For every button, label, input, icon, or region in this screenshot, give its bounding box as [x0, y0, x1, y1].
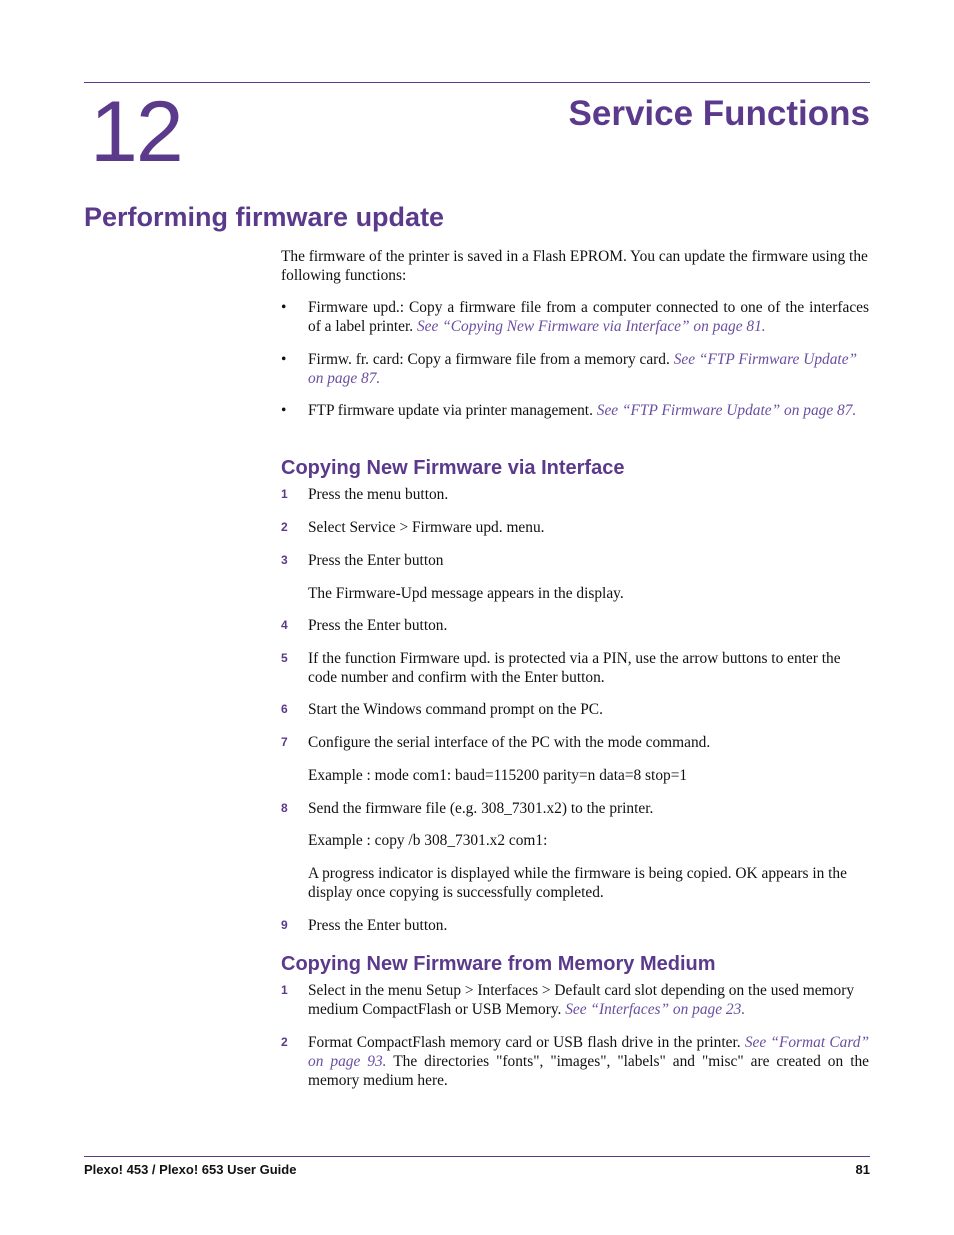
- bullet-marker: •: [281, 351, 287, 368]
- step-text: Press the Enter button: [308, 552, 444, 569]
- step-text: [308, 981, 869, 1019]
- footer-guide-title: Plexo! 453 / Plexo! 653 User Guide: [84, 1162, 297, 1177]
- cross-reference-link[interactable]: See “Interfaces” on page 23.: [565, 1001, 746, 1018]
- bullet-text: FTP firmware update via printer management.: [308, 402, 597, 419]
- step-text: Configure the serial interface of the PC with the mode command.: [308, 734, 711, 751]
- step-number: 2: [281, 1035, 288, 1049]
- bullet-text: Firmw. fr. card: Copy a firmware file from a memory card.: [308, 351, 674, 368]
- step-example: Example : mode com1: baud=115200 parity=n data=8 stop=1: [308, 767, 688, 784]
- step-text: Press the Enter button.: [308, 917, 448, 934]
- step-number: 7: [281, 735, 288, 749]
- step-note: The Firmware-Upd message appears in the display.: [308, 585, 624, 602]
- bullet-item: [308, 350, 869, 388]
- cross-reference-link[interactable]: See “FTP Firmware Update” on page 87.: [308, 351, 858, 387]
- step-number: 1: [281, 487, 288, 501]
- bullet-item: [308, 298, 869, 336]
- step-body: Select in the menu Setup > Interfaces > Default card slot depending on the used memory medium CompactFlash or USB Memory.: [308, 982, 855, 1018]
- subsection-title-interface: Copying New Firmware via Interface: [281, 457, 625, 479]
- step-number: 2: [281, 520, 288, 534]
- bullet-item: [308, 401, 869, 420]
- bullet-text: Firmware upd.: Copy a firmware file from a computer connected to one of the interfaces of a label printer.: [308, 299, 869, 335]
- step-body: Format CompactFlash memory card or USB flash drive in the printer.: [308, 1034, 745, 1051]
- step-body-continued: The directories "fonts", "images", "labels" and "misc" are created on the memory medium here.: [308, 1053, 869, 1089]
- step-text: Select Service > Firmware upd. menu.: [308, 519, 545, 536]
- subsection-title-memory: Copying New Firmware from Memory Medium: [281, 953, 716, 975]
- step-number: 6: [281, 702, 288, 716]
- footer-rule: [84, 1156, 870, 1157]
- footer-page-number: 81: [855, 1162, 870, 1177]
- step-number: 5: [281, 651, 288, 665]
- step-note: A progress indicator is displayed while the firmware is being copied. OK appears in the display once copying is successfully completed.: [308, 865, 847, 901]
- bullet-marker: •: [281, 299, 287, 316]
- cross-reference-link[interactable]: See “FTP Firmware Update” on page 87.: [596, 402, 857, 419]
- step-text: Press the Enter button.: [308, 617, 448, 634]
- step-example: Example : copy /b 308_7301.x2 com1:: [308, 832, 548, 849]
- step-number: 3: [281, 553, 288, 567]
- intro-paragraph: The firmware of the printer is saved in a Flash EPROM. You can update the firmware using the following functions:: [281, 248, 868, 284]
- step-number: 9: [281, 918, 288, 932]
- header-rule: [84, 82, 870, 83]
- section-title: Performing firmware update: [84, 202, 445, 232]
- chapter-number: 12: [90, 84, 182, 180]
- step-text: Start the Windows command prompt on the PC.: [308, 701, 603, 718]
- step-text: Press the menu button.: [308, 486, 449, 503]
- chapter-title: Service Functions: [568, 94, 870, 133]
- step-number: 4: [281, 618, 288, 632]
- step-text: [308, 1033, 869, 1090]
- step-number: 1: [281, 983, 288, 997]
- cross-reference-link[interactable]: See “Copying New Firmware via Interface” on page 81.: [416, 318, 766, 335]
- step-text: If the function Firmware upd. is protected via a PIN, use the arrow buttons to enter the code number and confirm with the Enter button.: [308, 650, 841, 686]
- step-text: Send the firmware file (e.g. 308_7301.x2) to the printer.: [308, 800, 654, 817]
- step-number: 8: [281, 801, 288, 815]
- cross-reference-link[interactable]: See “Format Card” on page 93.: [308, 1034, 869, 1070]
- bullet-marker: •: [281, 402, 287, 419]
